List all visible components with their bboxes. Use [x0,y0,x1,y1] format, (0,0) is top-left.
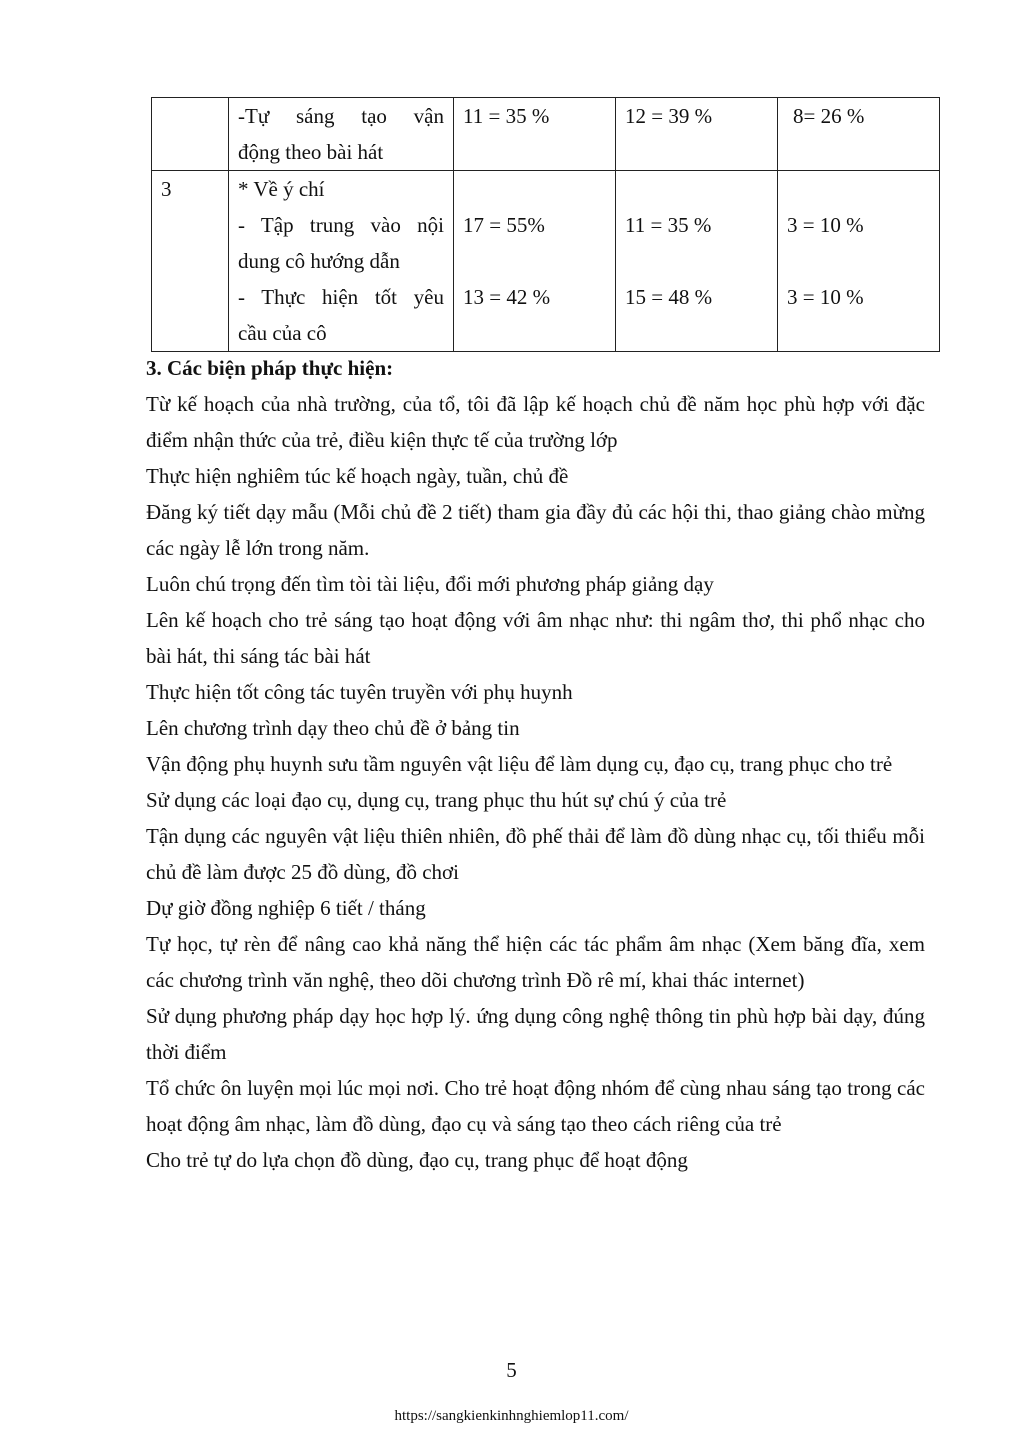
paragraph: Sử dụng các loại đạo cụ, dụng cụ, trang phục thu hút sự chú ý của trẻ [146,788,727,812]
criteria-line: cầu của cô [238,321,327,345]
row-number-cell [152,171,229,352]
row-number: 3 [161,177,172,201]
footer-url-link[interactable]: https://sangkienkinhnghiemlop11.com/ [394,1408,629,1424]
criteria-line: dung cô hướng dẫn [238,249,400,273]
result-cell [616,98,778,171]
result-value: 3 = 10 % [787,213,864,237]
result-value: 8= 26 % [793,104,865,128]
result-value: 11 = 35 % [625,213,712,237]
result-value: 15 = 48 % [625,285,713,309]
result-value: 3 = 10 % [787,285,864,309]
paragraph: Tự học, tự rèn để nâng cao khả năng thể hiện các tác phẩm âm nhạc (Xem băng đĩa, xem các chương trình văn nghệ, theo dõi chương trình Đồ rê mí, khai thác internet) [146,932,925,992]
paragraph: Tổ chức ôn luyện mọi lúc mọi nơi. Cho trẻ hoạt động nhóm để cùng nhau sáng tạo trong các hoạt động âm nhạc, làm đồ dùng, đạo cụ và sáng tạo theo cách riêng của trẻ [146,1076,925,1136]
table-row [152,98,940,171]
result-cell [778,98,940,171]
result-cell [454,98,616,171]
result-value: 11 = 35 % [463,104,550,128]
criteria-cell [229,98,454,171]
paragraph: Luôn chú trọng đến tìm tòi tài liệu, đổi mới phương pháp giảng dạy [146,572,714,596]
section-content [146,350,925,1178]
table-row [152,171,940,352]
section-heading: 3. Các biện pháp thực hiện: [146,356,394,380]
criteria-line: - Thực hiện tốt yêu [238,285,444,309]
result-cell [454,171,616,352]
criteria-heading: * Về ý chí [238,177,325,201]
result-value: 12 = 39 % [625,104,713,128]
criteria-line: động theo bài hát [238,140,384,164]
criteria-line: - Tập trung vào nội [238,213,444,237]
result-value: 13 = 42 % [463,285,551,309]
criteria-cell [229,171,454,352]
paragraph: Thực hiện tốt công tác tuyên truyền với phụ huynh [146,680,573,704]
paragraph: Lên chương trình dạy theo chủ đề ở bảng tin [146,716,520,740]
paragraph: Thực hiện nghiêm túc kế hoạch ngày, tuần, chủ đề [146,464,569,488]
survey-results-table [151,97,940,352]
paragraph: Dự giờ đồng nghiệp 6 tiết / tháng [146,896,426,920]
paragraph: Lên kế hoạch cho trẻ sáng tạo hoạt động với âm nhạc như: thi ngâm thơ, thi phổ nhạc cho bài hát, thi sáng tác bài hát [146,608,925,668]
row-number-cell [152,98,229,171]
result-value: 17 = 55% [463,213,545,237]
criteria-line: -Tự sáng tạo vận [238,104,444,128]
paragraph: Tận dụng các nguyên vật liệu thiên nhiên, đồ phế thải để làm đồ dùng nhạc cụ, tối thiểu mỗi chủ đề làm được 25 đồ dùng, đồ chơi [146,824,925,884]
page-number: 5 [506,1358,517,1382]
paragraph: Sử dụng phương pháp dạy học hợp lý. ứng dụng công nghệ thông tin phù hợp bài dạy, đúng thời điểm [146,1004,925,1064]
paragraph: Vận động phụ huynh sưu tầm nguyên vật liệu để làm dụng cụ, đạo cụ, trang phục cho trẻ [146,752,893,776]
result-cell [778,171,940,352]
paragraph: Cho trẻ tự do lựa chọn đồ dùng, đạo cụ, trang phục để hoạt động [146,1148,688,1172]
result-cell [616,171,778,352]
paragraph: Đăng ký tiết dạy mẫu (Mỗi chủ đề 2 tiết) tham gia đầy đủ các hội thi, thao giảng chào mừng các ngày lễ lớn trong năm. [146,500,925,560]
paragraph: Từ kế hoạch của nhà trường, của tổ, tôi đã lập kế hoạch chủ đề năm học phù hợp với đặc điểm nhận thức của trẻ, điều kiện thực tế của trường lớp [146,392,925,452]
